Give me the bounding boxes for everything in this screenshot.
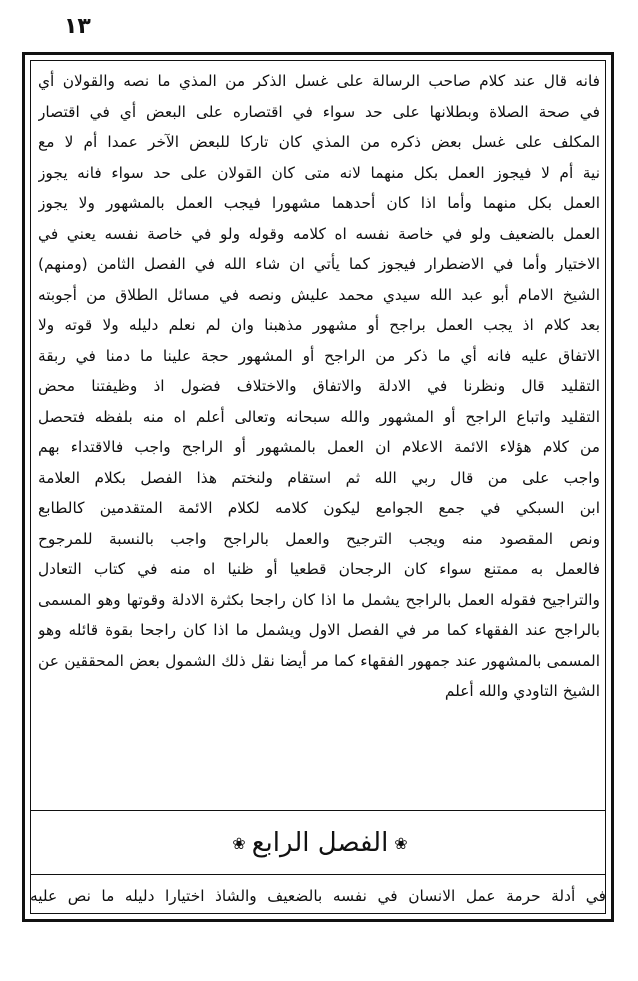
text-line: الشيخ الامام أبو عبد الله سيدي محمد عليش ونصه في مسائل الطلاق من أجوبته xyxy=(38,285,600,304)
text-line: العمل بالضعيف ولو في خاصة نفسه اه كلامه وقوله ولو في خاصة نفسه يعني في xyxy=(38,224,600,243)
text-line: المسمى بالمشهور عند جمهور الفقهاء كما مر أيضا نقل ذلك الشمول بعض المحققين عن xyxy=(38,651,600,670)
text-line: المكلف على غسل بعض ذكره من المذي كان تاركا للبعض الآخر عمدا أم لا مع xyxy=(38,133,600,151)
text-line: الاختيار وأما في الاضطرار فيجوز كما يأتي ان شاء الله في الفصل الثامن (ومنهم) xyxy=(38,255,600,273)
ornament-icon: ❀ xyxy=(394,833,408,853)
text-line: التقليد واتباع الراجح أو المشهور والله سبحانه وتعالى أعلم اه منه بلفظه فتحصل xyxy=(38,407,600,426)
text-line: ابن السبكي في جمع الجوامع ليكون كلامه لكلام الائمة المتقدمين كالطابع xyxy=(38,499,600,517)
text-line: والتراجيح فقوله العمل بالراجح يشمل ما اذا كان راجحا بكثرة الادلة وقوتها وهو المسمى xyxy=(38,590,600,609)
text-line: بعد كلام اذ يجب العمل براجح أو مشهور مذهبنا وان لم نعلم دليله ولا قوته ولا xyxy=(38,316,600,334)
ornament-icon: ❀ xyxy=(232,833,246,853)
section-divider xyxy=(30,810,606,811)
footer-rule xyxy=(30,874,606,875)
text-line: واجب على من قال ربي الله ثم استقام ولنختم هذا الفصل بكلام العلامة xyxy=(38,468,600,487)
text-line: العمل بكل منهما وأما اذا كان أحدهما مشهورا فيجب العمل بالمشهور ولا يجوز xyxy=(38,194,600,212)
text-line: التقليد قال ونظرنا في الادلة والاتفاق والاختلاف فضول اذ وظيفتنا محض xyxy=(38,377,600,395)
section-heading-text: الفصل الرابع xyxy=(251,828,389,858)
text-line: من كلام هؤلاء الائمة الاعلام ان العمل بالمشهور أو الراجح واجب فالاقتداء بهم xyxy=(38,438,600,456)
page-number: ١٣ xyxy=(64,14,91,39)
text-line: في صحة الصلاة وبطلانها على حد سواء في اقتصاره على البعض أي في اقتصار xyxy=(38,102,600,121)
body-text xyxy=(38,66,600,800)
text-line: نية أم لا فيجوز العمل بكل منهما لانه متى كان القولان على حد سواء فانه يجوز xyxy=(38,163,600,182)
text-line: الاتفاق عليه فانه أي ما ذكر من الراجح أو المشهور حجة علينا ما دمنا في ربقة xyxy=(38,346,600,365)
text-line: فالعمل به ممتنع سواء كان الرجحان قطعيا أو ظنيا اه منه في كتاب التعادل xyxy=(38,560,600,578)
text-line: الشيخ التاودي والله أعلم xyxy=(444,682,600,700)
footer-line: في أدلة حرمة عمل الانسان في نفسه بالضعيف والشاذ اختيارا دليله ما نص عليه xyxy=(30,887,606,905)
text-line: فانه قال عند كلام صاحب الرسالة على غسل الذكر من المذي ما نصه والقولان أي xyxy=(38,72,600,90)
text-line: ونص المقصود منه ويجب الترجيح والعمل بالراجح واجب بالنسبة للمرجوح xyxy=(38,529,600,548)
section-heading xyxy=(200,818,440,868)
text-line: بالراجح عند الفقهاء كما مر في الفصل الاول ويشمل ما اذا كان راجحا بقوة قائله وهو xyxy=(38,621,600,639)
